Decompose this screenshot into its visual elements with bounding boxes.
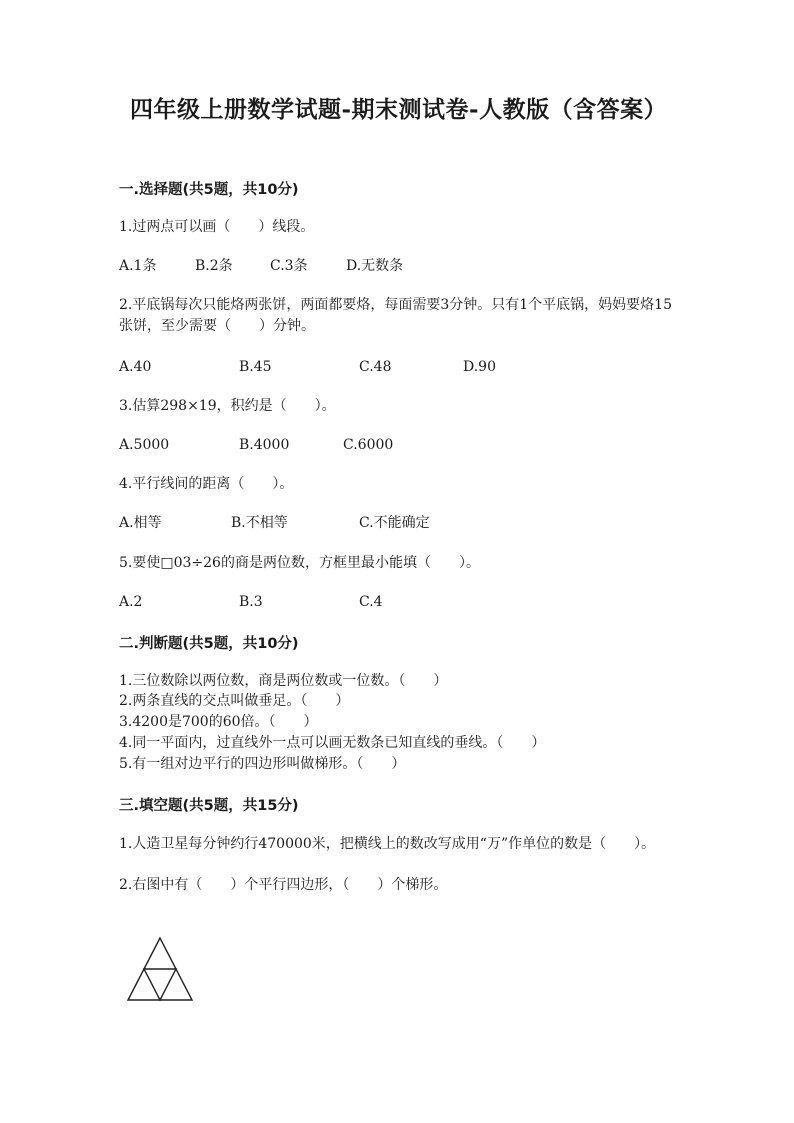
page-title: 四年级上册数学试题-期末测试卷-人教版（含答案）: [130, 96, 668, 123]
option: B.45: [239, 359, 272, 375]
option: C.6000: [343, 437, 394, 453]
judge-item: 2.两条直线的交点叫做垂足。（ ）: [119, 693, 350, 709]
option: A.2: [119, 594, 143, 610]
option: A.40: [119, 359, 152, 375]
judge-item: 1.三位数除以两位数，商是两位数或一位数。（ ）: [119, 673, 448, 689]
option: C.4: [359, 594, 383, 610]
fill-item: 1.人造卫星每分钟约行470000米，把横线上的数改写成用“万”作单位的数是（ ）。: [119, 836, 656, 852]
option: B.2条: [195, 258, 233, 274]
option: A.相等: [119, 515, 162, 531]
judge-item: 4.同一平面内，过直线外一点可以画无数条已知直线的垂线。（ ）: [119, 735, 546, 751]
section-heading-fill: 三.填空题(共5题，共15分): [119, 798, 299, 814]
option: D.90: [463, 359, 496, 375]
option: B.不相等: [231, 515, 288, 531]
option: C.3条: [270, 258, 308, 274]
judge-item: 5.有一组对边平行的四边形叫做梯形。（ ）: [119, 756, 406, 772]
triangle-subdivided-icon: [124, 934, 196, 1004]
option: B.3: [239, 594, 263, 610]
fill-item: 2.右图中有（ ）个平行四边形，（ ）个梯形。: [119, 877, 448, 893]
option: C.48: [359, 359, 392, 375]
option: C.不能确定: [359, 515, 430, 531]
question-text: 3.估算298×19，积约是（ ）。: [119, 398, 336, 414]
section-heading-choice: 一.选择题(共5题，共10分): [119, 182, 299, 198]
option: B.4000: [239, 437, 290, 453]
question-text: 2.平底锅每次只能烙两张饼，两面都要烙，每面需要3分钟。只有1个平底锅，妈妈要烙15张饼，至少需要（ ）分钟。: [119, 297, 672, 334]
question-text: 5.要使□03÷26的商是两位数，方框里最小能填（ ）。: [119, 555, 480, 571]
question-text: 4.平行线间的距离（ ）。: [119, 476, 294, 492]
option: A.5000: [119, 437, 170, 453]
option: D.无数条: [346, 258, 404, 274]
section-heading-judge: 二.判断题(共5题，共10分): [119, 636, 299, 652]
judge-item: 3.4200是700的60倍。（ ）: [119, 714, 318, 730]
option: A.1条: [119, 258, 157, 274]
question-text: 1.过两点可以画（ ）线段。: [119, 219, 315, 235]
